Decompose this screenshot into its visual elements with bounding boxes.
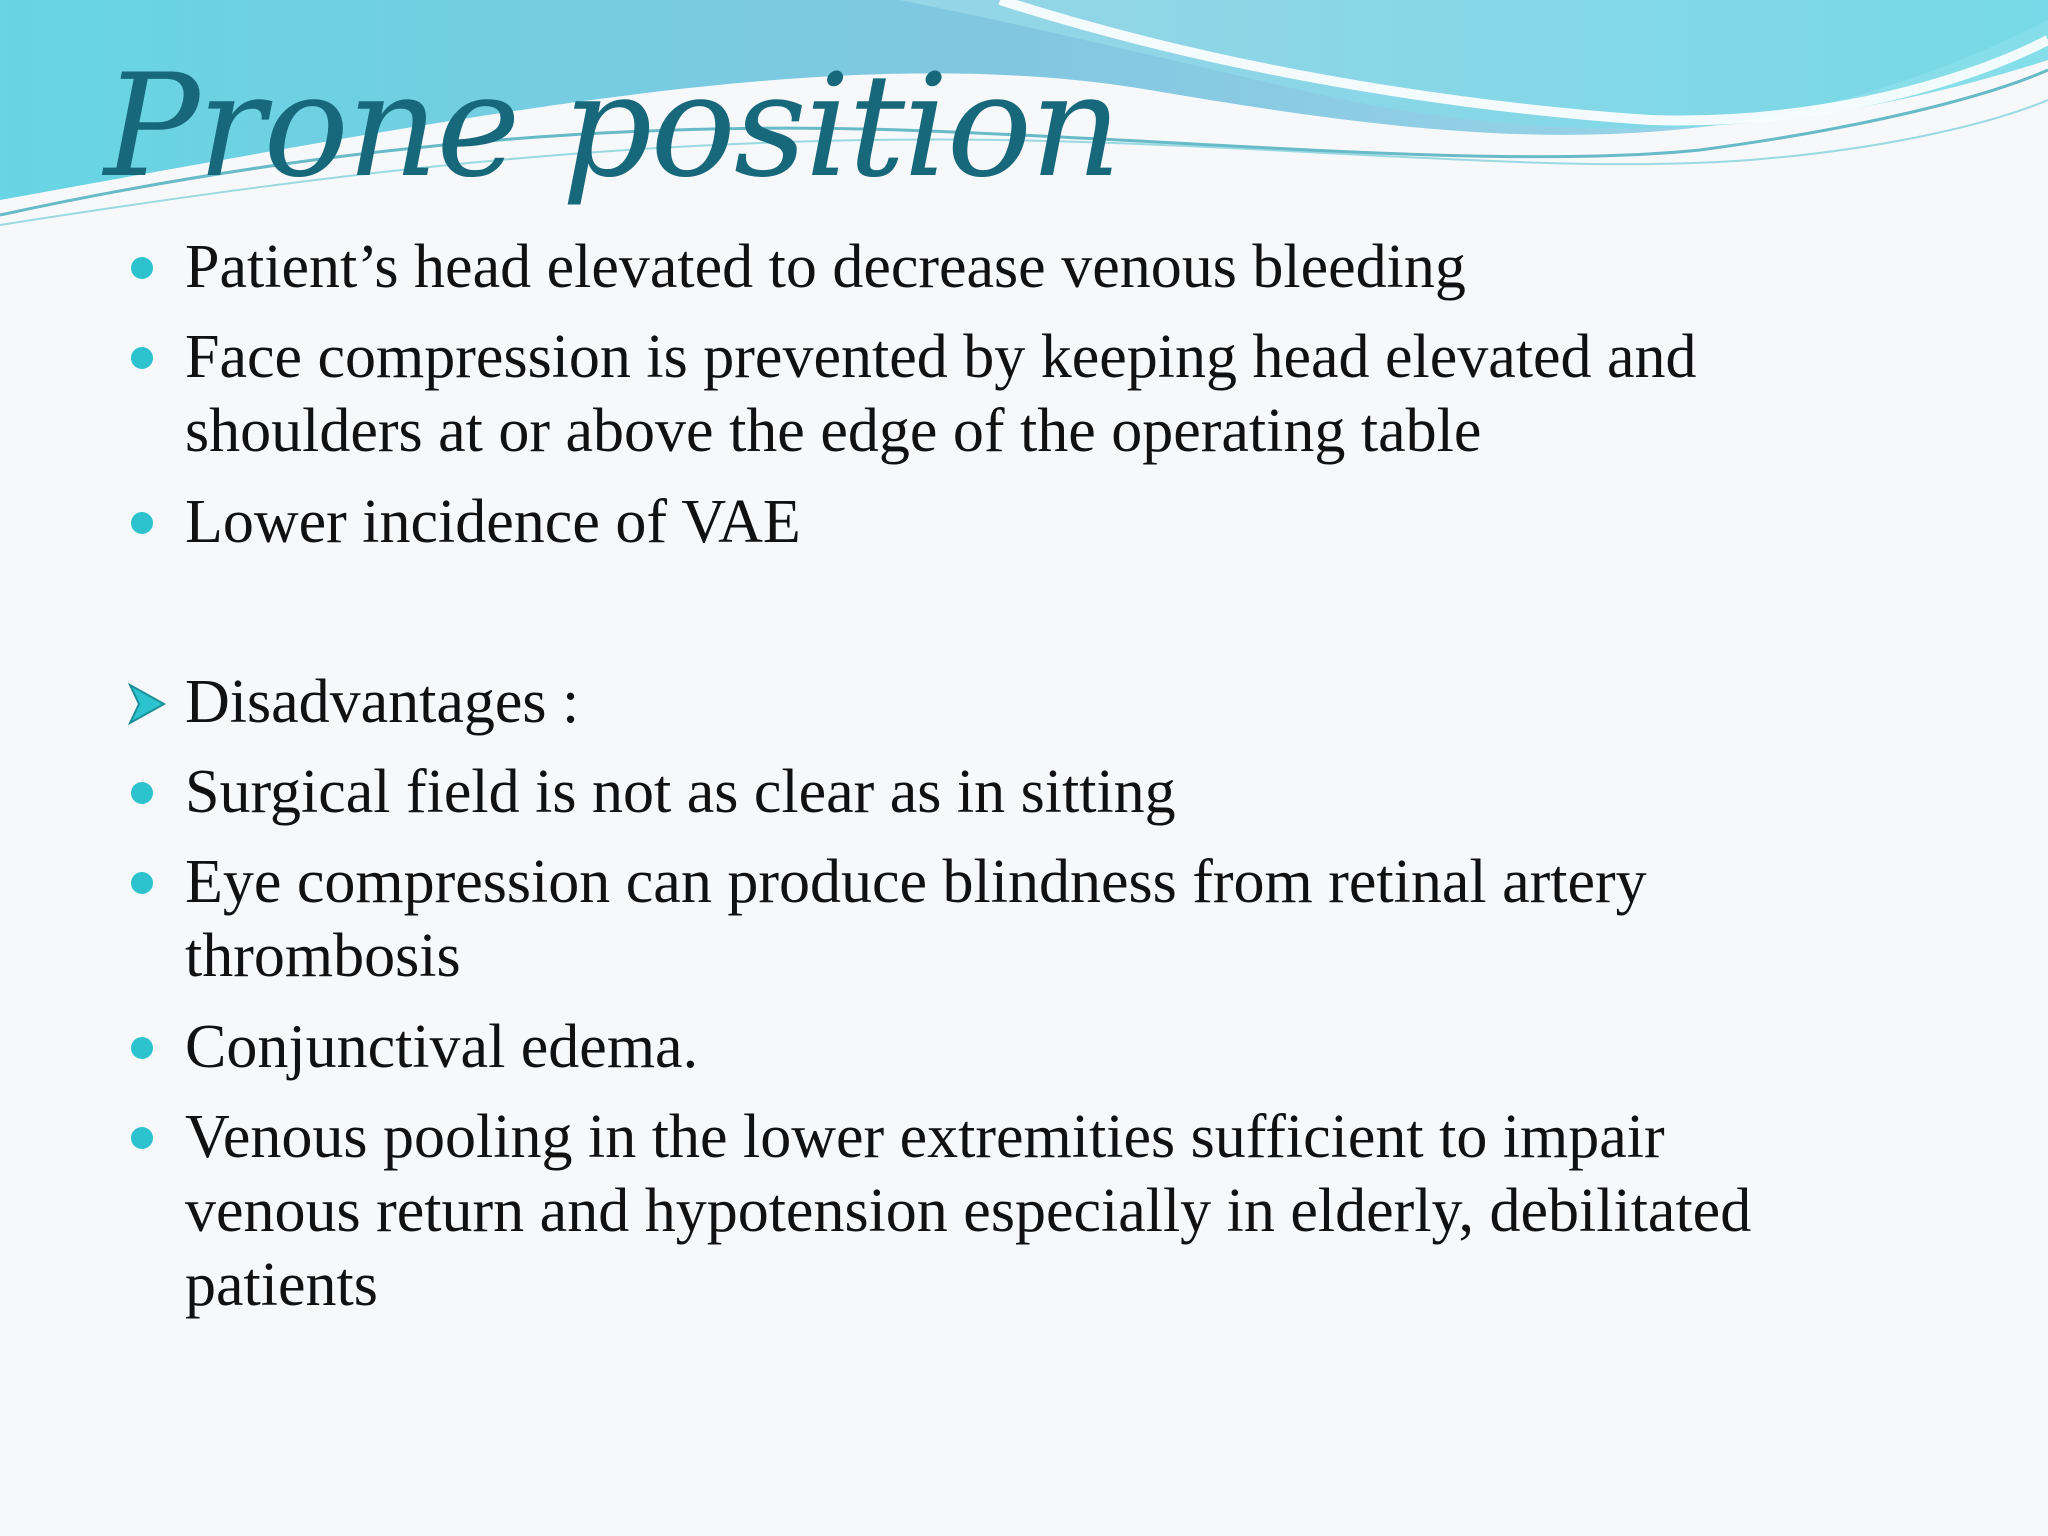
- bullet-text: Eye compression can produce blindness from retinal artery: [185, 848, 1647, 916]
- bullet-text: Lower incidence of VAE: [185, 488, 801, 556]
- slide-title: Prone position: [104, 44, 1120, 209]
- bullet-text: Venous pooling in the lower extremities sufficient to impair: [185, 1103, 1665, 1171]
- bullet-text: thrombosis: [185, 922, 461, 990]
- bullet-item: [185, 845, 1985, 993]
- dot-icon: [131, 347, 153, 369]
- dot-icon: [131, 1127, 153, 1149]
- bullet-item: [185, 485, 1985, 559]
- bullet-item: [185, 755, 1985, 829]
- dot-icon: [131, 782, 153, 804]
- bullet-text: Patient’s head elevated to decrease venous bleeding: [185, 233, 1466, 301]
- bullet-text: Surgical field is not as clear as in sitting: [185, 758, 1176, 826]
- bullet-item: [185, 1010, 1985, 1084]
- dot-icon: [131, 512, 153, 534]
- dot-icon: [131, 1037, 153, 1059]
- section-heading: [185, 665, 1985, 739]
- bullet-item: [185, 320, 1985, 468]
- bullet-text: shoulders at or above the edge of the operating table: [185, 397, 1482, 465]
- bullet-text: venous return and hypotension especially in elderly, debilitated: [185, 1177, 1752, 1245]
- bullet-text: Conjunctival edema.: [185, 1013, 699, 1081]
- bullet-item: [185, 1100, 1985, 1322]
- arrow-icon: [127, 682, 167, 726]
- section-heading-text: Disadvantages :: [185, 668, 580, 736]
- dot-icon: [131, 872, 153, 894]
- bullet-text: Face compression is prevented by keeping head elevated and: [185, 323, 1697, 391]
- bullet-item: [185, 230, 1985, 304]
- dot-icon: [131, 257, 153, 279]
- bullet-text: patients: [185, 1251, 378, 1319]
